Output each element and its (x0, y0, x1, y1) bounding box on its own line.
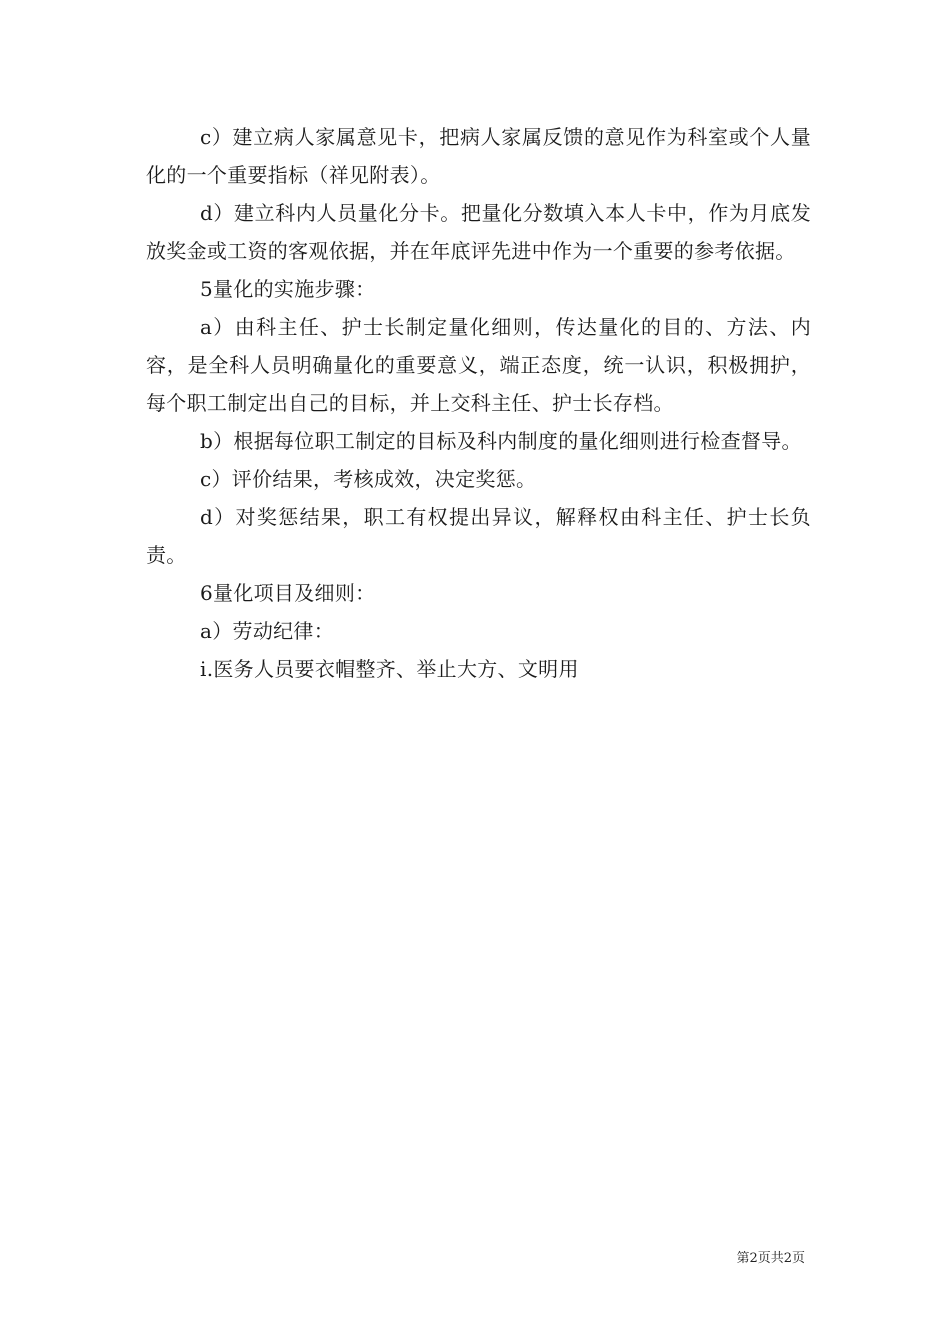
paragraph-a-discipline: a）劳动纪律： (200, 619, 335, 643)
paragraph-i-dress-code: i.医务人员要衣帽整齐、举止大方、文明用 (200, 657, 579, 681)
document-body (146, 118, 811, 688)
paragraph-b-inspection: b）根据每位职工制定的目标及科内制度的量化细则进行检查督导。 (200, 429, 802, 453)
paragraph-a-rules: a）由科主任、护士长制定量化细则，传达量化的目的、方法、内容，是全科人员明确量化的重要意义，端正态度，统一认识，积极拥护，每个职工制定出自己的目标，并上交科主任、护士长存档。 (146, 315, 811, 415)
section-heading-5: 5量化的实施步骤： (200, 277, 376, 301)
page-number-footer: 第2页共2页 (736, 1251, 805, 1266)
paragraph-d-score-card: d）建立科内人员量化分卡。把量化分数填入本人卡中，作为月底发放奖金或工资的客观依据，并在年底评先进中作为一个重要的参考依据。 (146, 201, 811, 263)
paragraph-c-opinion-card: c）建立病人家属意见卡，把病人家属反馈的意见作为科室或个人量化的一个重要指标（祥见附表）。 (146, 125, 811, 187)
paragraph-d-objection: d）对奖惩结果，职工有权提出异议，解释权由科主任、护士长负责。 (146, 505, 811, 567)
section-heading-6: 6量化项目及细则： (200, 581, 376, 605)
paragraph-c-evaluation: c）评价结果，考核成效，决定奖惩。 (200, 467, 537, 491)
